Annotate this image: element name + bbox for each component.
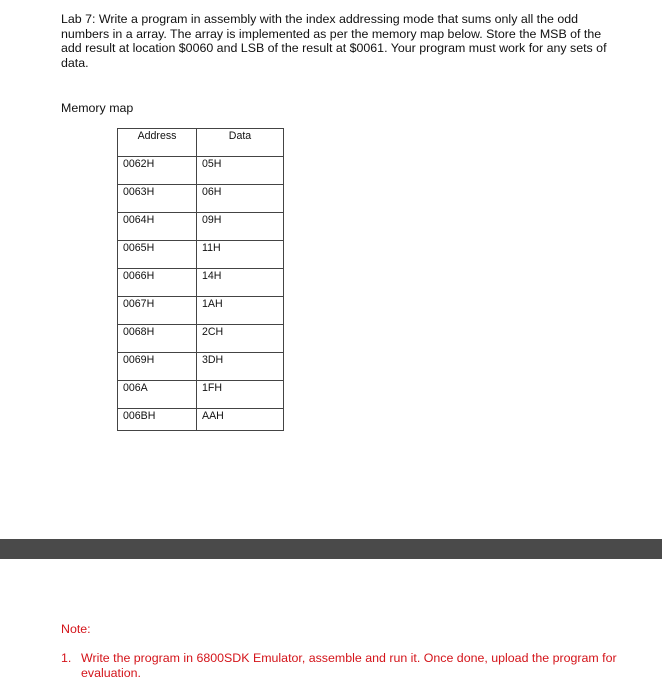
table-row: [118, 157, 284, 185]
data-cell: 05H: [197, 157, 284, 185]
address-cell: 0063H: [118, 185, 197, 213]
data-cell: 3DH: [197, 353, 284, 381]
address-cell: 0064H: [118, 213, 197, 241]
data-cell: 1FH: [197, 381, 284, 409]
data-cell: 09H: [197, 213, 284, 241]
table-row: [118, 241, 284, 269]
section-divider-band: [0, 539, 662, 559]
table-row: [118, 269, 284, 297]
data-cell: 1AH: [197, 297, 284, 325]
lab-question-text: Lab 7: Write a program in assembly with the index addressing mode that sums only all the odd numbers in a array. The array is implemented as per the memory map below. Store the MSB of the add result at location $0060 and LSB of the result at $0061. Your program must work for any sets of data.: [61, 12, 607, 70]
table-row: [118, 213, 284, 241]
memory-map-table: [117, 128, 284, 431]
table-row: [118, 297, 284, 325]
memory-map-heading: Memory map: [61, 101, 134, 115]
data-cell: 2CH: [197, 325, 284, 353]
note-item-number: 1.: [61, 651, 72, 665]
table-row: [118, 185, 284, 213]
address-cell: 0068H: [118, 325, 197, 353]
address-cell: 006BH: [118, 409, 197, 431]
note-item-text: Write the program in 6800SDK Emulator, assemble and run it. Once done, upload the program for evaluation.: [81, 651, 617, 680]
note-label: Note:: [61, 622, 91, 636]
table-row: [118, 381, 284, 409]
data-cell: AAH: [197, 409, 284, 431]
address-cell: 0062H: [118, 157, 197, 185]
data-cell: 11H: [197, 241, 284, 269]
data-column-header: Data: [197, 129, 284, 157]
note-list-item: [61, 651, 621, 681]
address-cell: 0067H: [118, 297, 197, 325]
table-row: [118, 409, 284, 431]
data-cell: 06H: [197, 185, 284, 213]
table-header-row: [118, 129, 284, 157]
data-cell: 14H: [197, 269, 284, 297]
table-row: [118, 353, 284, 381]
address-column-header: Address: [118, 129, 197, 157]
address-cell: 0066H: [118, 269, 197, 297]
address-cell: 0069H: [118, 353, 197, 381]
address-cell: 0065H: [118, 241, 197, 269]
address-cell: 006A: [118, 381, 197, 409]
table-row: [118, 325, 284, 353]
